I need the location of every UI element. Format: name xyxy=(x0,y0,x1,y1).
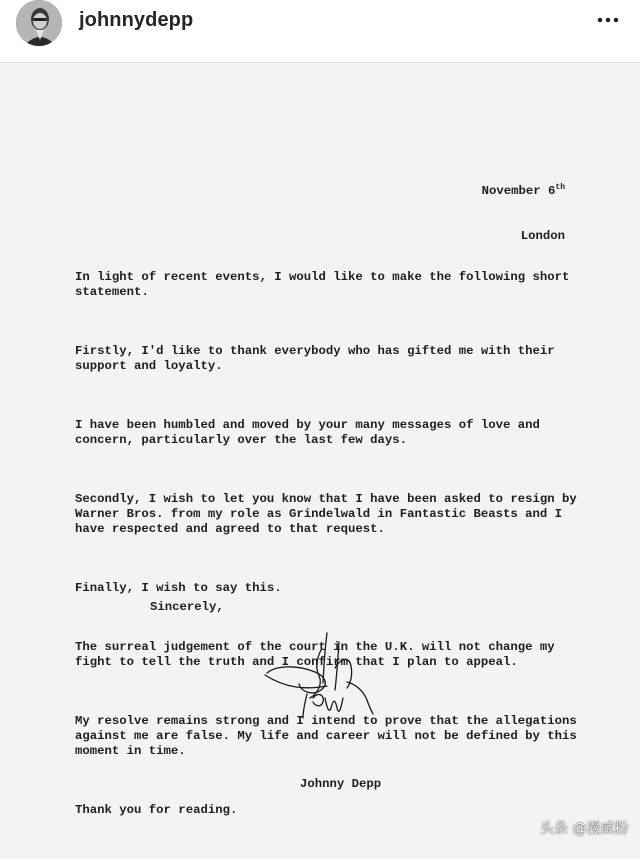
letter-paragraph-5: Finally, I wish to say this. xyxy=(75,581,282,595)
letter-location: London xyxy=(520,229,565,243)
letter-date-suffix: th xyxy=(555,182,565,192)
letter-paragraph-7: My resolve remains strong and I intend to prove that the allegations against me are false. My life and career will not be defined by this moment in time. xyxy=(75,714,577,758)
letter-paragraph-4: Secondly, I wish to let you know that I have been asked to resign by Warner Bros. from my role as Grindelwald in Fantastic Beasts and I have respected and agreed to that request. xyxy=(75,492,577,536)
letter-paragraph-6: The surreal judgement of the court in the U.K. will not change my fight to tell the truth and I confirm that I plan to appeal. xyxy=(75,640,555,669)
letter-signer: Johnny Depp xyxy=(300,777,382,791)
letter-body xyxy=(75,240,575,862)
username-link[interactable]: johnnydepp xyxy=(79,9,194,31)
post-header xyxy=(0,0,640,63)
letter-paragraph-1: In light of recent events, I would like to make the following short statement. xyxy=(75,270,570,299)
profile-avatar-icon[interactable] xyxy=(16,0,62,46)
letter-paragraph-8: Thank you for reading. xyxy=(75,803,238,817)
handwritten-signature xyxy=(255,628,385,723)
letter-date: November 6 xyxy=(481,184,556,198)
letter-paragraph-3: I have been humbled and moved by your many messages of love and concern, particularly over the last few days. xyxy=(75,418,540,447)
watermark: 头条 @漫威粉 xyxy=(540,821,629,837)
letter-paragraph-2: Firstly, I'd like to thank everybody who has gifted me with their support and loyalty. xyxy=(75,344,555,373)
letter-closing: Sincerely, xyxy=(150,600,224,614)
more-options-icon[interactable] xyxy=(592,8,624,32)
letter-image xyxy=(0,63,640,859)
